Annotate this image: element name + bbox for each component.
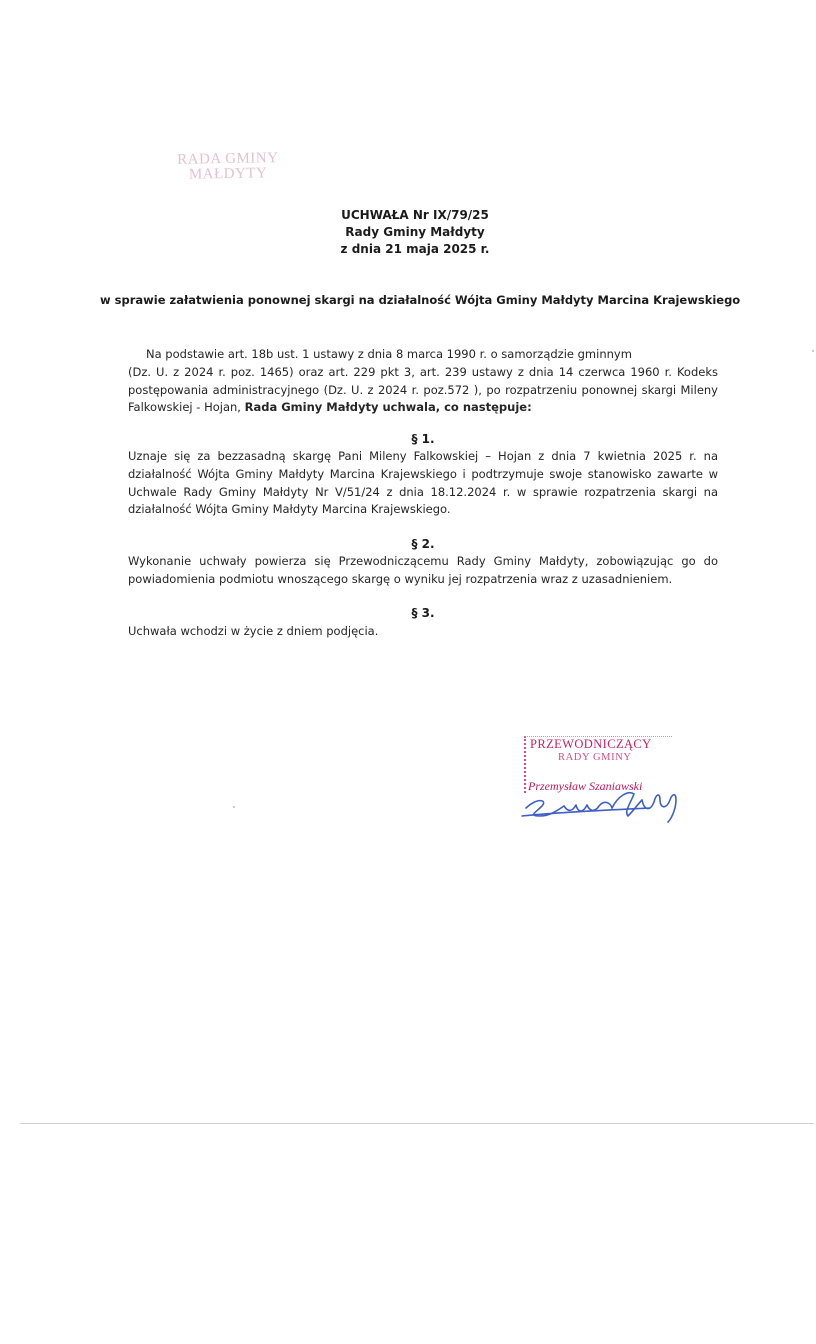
- section-3-mark: § 3.: [411, 606, 435, 620]
- stamp-name: Przemysław Szaniawski: [528, 779, 643, 793]
- basis-line-3: postępowania administracyjnego (Dz. U. z 2024 r. poz.572 ), po rozpatrzeniu ponownej skargi Mileny: [128, 382, 718, 397]
- faint-council-stamp: [162, 151, 295, 183]
- basis-line-1: Na podstawie art. 18b ust. 1 ustawy z dnia 8 marca 1990 r. o samorządzie gminnym: [146, 347, 632, 361]
- section-3-text: [128, 623, 718, 641]
- basis-line-2: (Dz. U. z 2024 r. poz. 1465) oraz art. 229 pkt 3, art. 239 ustawy z dnia 14 czerwca 1960 r. Kodeks: [128, 364, 718, 379]
- section-2-line: Wykonanie uchwały powierza się Przewodniczącemu Rady Gminy Małdyty, zobowiązując go do: [128, 554, 718, 568]
- resolution-body: Rady Gminy Małdyty: [345, 225, 485, 239]
- stamp-title: PRZEWODNICZĄCY: [530, 737, 652, 751]
- basis-line-4: [128, 399, 718, 417]
- basis-line-4-bold: Rada Gminy Małdyty uchwala, co następuje:: [244, 400, 532, 415]
- section-2-text: [128, 553, 718, 589]
- section-1-line: działalność Wójta Gminy Małdyty Marcina Krajewskiego.: [128, 502, 451, 517]
- section-1-text: [128, 448, 718, 519]
- handwritten-signature: [520, 786, 690, 826]
- section-2-line: powiadomienia podmiotu wnoszącego skargę o wyniku jej rozpatrzenia wraz z uzasadnieniem.: [128, 571, 673, 586]
- scan-speck: [812, 350, 814, 352]
- stamp-subtitle: RADY GMINY: [558, 752, 632, 763]
- resolution-title: UCHWAŁA Nr IX/79/25: [341, 208, 489, 222]
- section-1-line: Uchwale Rady Gminy Małdyty Nr V/51/24 z dnia 18.12.2024 r. w sprawie rozpatrzenia skargi na: [128, 484, 718, 499]
- section-1-mark: § 1.: [411, 432, 435, 446]
- scan-speck: [233, 806, 235, 808]
- faint-stamp-line-1: RADA GMINY: [177, 150, 279, 168]
- page-edge-line: [20, 1123, 814, 1124]
- resolution-date: z dnia 21 maja 2025 r.: [340, 242, 490, 256]
- section-1-line: działalność Wójta Gminy Małdyty Marcina Krajewskiego i podtrzymuje swoje stanowisko zawarte w: [128, 466, 718, 481]
- resolution-header: [300, 207, 530, 258]
- basis-line-4-plain: Falkowskiej - Hojan,: [128, 400, 245, 415]
- section-1-line: Uznaje się za bezzasadną skargę Pani Mileny Falkowskiej – Hojan z dnia 7 kwietnia 2025 r. na: [128, 449, 718, 463]
- faint-stamp-line-2: MAŁDYTY: [188, 165, 268, 183]
- resolution-subject: w sprawie załatwienia ponownej skargi na działalność Wójta Gminy Małdyty Marcina Krajewskiego: [100, 293, 741, 307]
- section-3-line: Uchwała wchodzi w życie z dniem podjęcia.: [128, 624, 379, 638]
- section-2-mark: § 2.: [411, 537, 435, 551]
- legal-basis-paragraph: [128, 346, 718, 417]
